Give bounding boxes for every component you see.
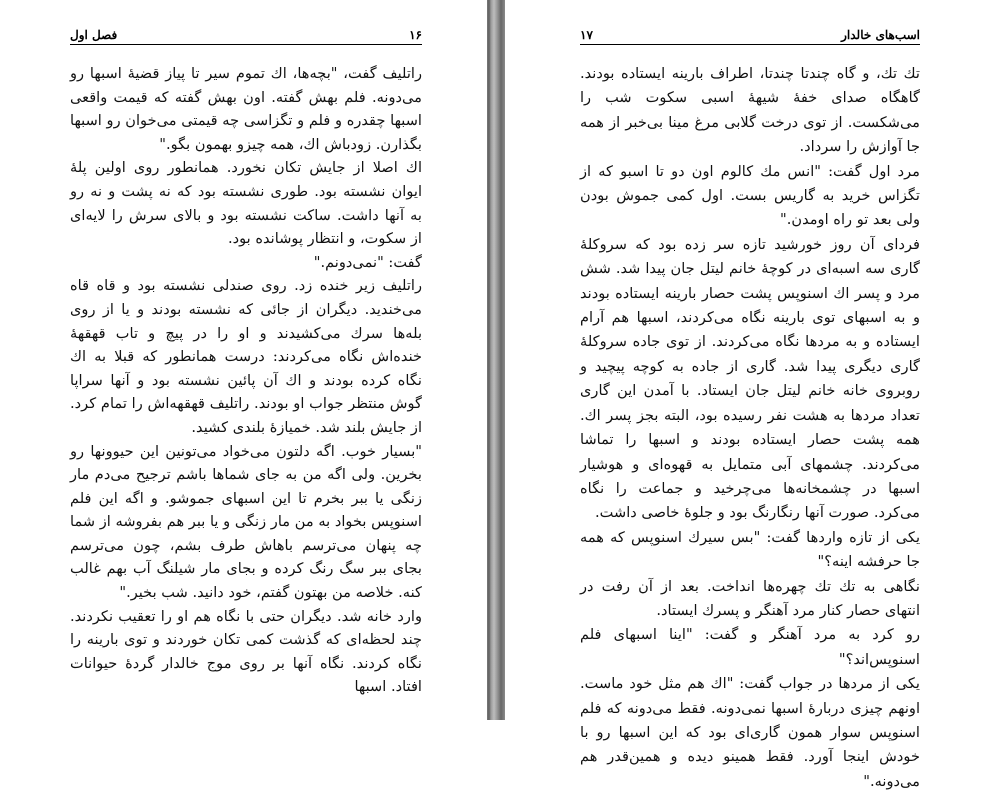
left-page	[0, 0, 487, 720]
paragraph: رو كرد به مرد آهنگر و گفت: "اینا اسبهای فلم اسنوپس‌اند؟"	[580, 626, 920, 668]
page-header	[580, 28, 920, 45]
paragraph: یكی از مردها در جواب گفت: "اك هم مثل خود ماست. اونهم چیزی دربارهٔ اسبها نمی‌دونه. فقط می‌دونه كه فلم اسنوپس سوار همون گاری‌ای بود كه این اسبها رو با خودش اینجا آورد. فقط همینو دیده و همین‌قدر هم می‌دونه."	[580, 675, 920, 790]
paragraph: راتلیف گفت، "بچه‌ها، اك تموم سیر تا پیاز قضیهٔ اسبها رو می‌دونه. فلم بهش گفته. اون بهش گفته كه قیمت واقعی اسبها چقدره و فلم و تگزاسی چه قیمتی می‌خوان رو اسبها بگذارن. زودباش اك، همه چیزو بهمون بگو."	[70, 65, 422, 153]
paragraph: تك تك، و گاه چندتا چندتا، اطراف بارینه ایستاده بودند. گاهگاه صدای خفهٔ شیههٔ اسبی سكوت شب را می‌شكست. از توی درخت گلابی مرغ مینا بی‌خبر از همه جا آوازش را سرداد.	[580, 65, 920, 156]
paragraph: "بسیار خوب. اگه دلتون می‌خواد می‌تونین این حیوونها رو بخرین. ولی اگه من به جای شماها باشم ترجیح می‌دم مار زنگی یا ببر بخرم تا این اسبهای جموشو. و اگه این فلم اسنوپس بخواد به من مار زنگی و یا ببر هم بفروشه از شما چه پنهان می‌ترسم باهاش طرف بشم، چون می‌ترسم بجای ببر سگ رنگ كرده و بجای مار شیلنگ آب بهم غالب كنه. خلاصه من بهتون گفتم، خود دانید. شب بخیر."	[70, 442, 422, 602]
paragraph: فردای آن روز خورشید تازه سر زده بود كه سروكلهٔ گاری سه اسبه‌ای در كوچهٔ خانم لیتل جان پیدا شد. شش مرد و پسر اك اسنوپس پشت حصار بارینه ایستاده بودند و به اسبهای توی بارینه نگاه می‌كردند، اسبها هم آرام ایستاده و به مردها نگاه می‌كردند. از توی جاده سروكلهٔ گاری دیگری پیدا شد. گاری از جاده به كوچه پیچید و روبروی خانه خانم لیتل جان ایستاد. با آمدن این گاری تعداد مردها به هشت نفر رسیده بود، البته بجز پسر اك. همه پشت حصار ایستاده بودند و اسبها را تماشا می‌كردند. چشمهای آبی متمایل به قهوه‌ای و هوشیار اسبها در چشمخانه‌ها می‌چرخید و جماعت را نگاه می‌كرد. صورت آنها رنگارنگ بود و جلوهٔ خاصی داشت.	[580, 235, 920, 522]
right-page	[505, 0, 1001, 790]
running-header: فصل اول	[70, 28, 118, 42]
body-text	[580, 62, 920, 794]
book-spine	[487, 0, 505, 720]
paragraph: گفت: "نمی‌دونم."	[313, 253, 422, 271]
paragraph: راتلیف زیر خنده زد. روی صندلی نشسته بود و قاه قاه می‌خندید. دیگران از جائی كه نشسته بودند و یا از روی بله‌ها سرك می‌كشیدند و او را در پیچ و تاب قهقههٔ خنده‌اش نگاه می‌كردند: درست همانطور كه قبلا به اك نگاه كرده بودند و اك آن پائین نشسته بود و آنها سراپا گوش منتظر جواب او بودند. راتلیف قهقهه‌اش را تمام كرد. از جایش بلند شد. خمیازهٔ بلندی كشید.	[70, 277, 422, 436]
paragraph: مرد اول گفت: "انس مك كالوم اون دو تا اسبو كه از تگزاس خرید به گاریس بست. اول كمی جموش بودن ولی بعد تو راه اومدن."	[580, 162, 920, 229]
page-number: ۱۶	[409, 28, 422, 42]
body-text	[70, 62, 422, 699]
paragraph: وارد خانه شد. دیگران حتی با نگاه هم او را تعقیب نكردند. چند لحظه‌ای كه گذشت كمی تكان خوردند و توی بارینه را نگاه كردند. نگاه آنها بر روی موج خالدار گردهٔ حیوانات افتاد. اسبها	[70, 607, 422, 696]
paragraph: نگاهی به تك تك چهره‌ها انداخت. بعد از آن رفت در انتهای حصار كنار مرد آهنگر و پسرك ایستاد.	[580, 577, 920, 619]
running-header: اسب‌های خالدار	[841, 28, 920, 42]
page-number: ۱۷	[580, 28, 593, 42]
page-header	[70, 28, 422, 45]
paragraph: یكی از تازه واردها گفت: "بس سیرك اسنوپس كه همه جا حرفشه اینه؟"	[580, 528, 920, 571]
paragraph: اك اصلا از جایش تكان نخورد. همانطور روی اولین پلهٔ ایوان نشسته بود. طوری نشسته بود كه نه پشت و نه رو به آنها داشت. ساكت نشسته بود و بالای سرش را لایه‌ای از سكوت، و انتظار پوشانده بود.	[70, 159, 422, 248]
